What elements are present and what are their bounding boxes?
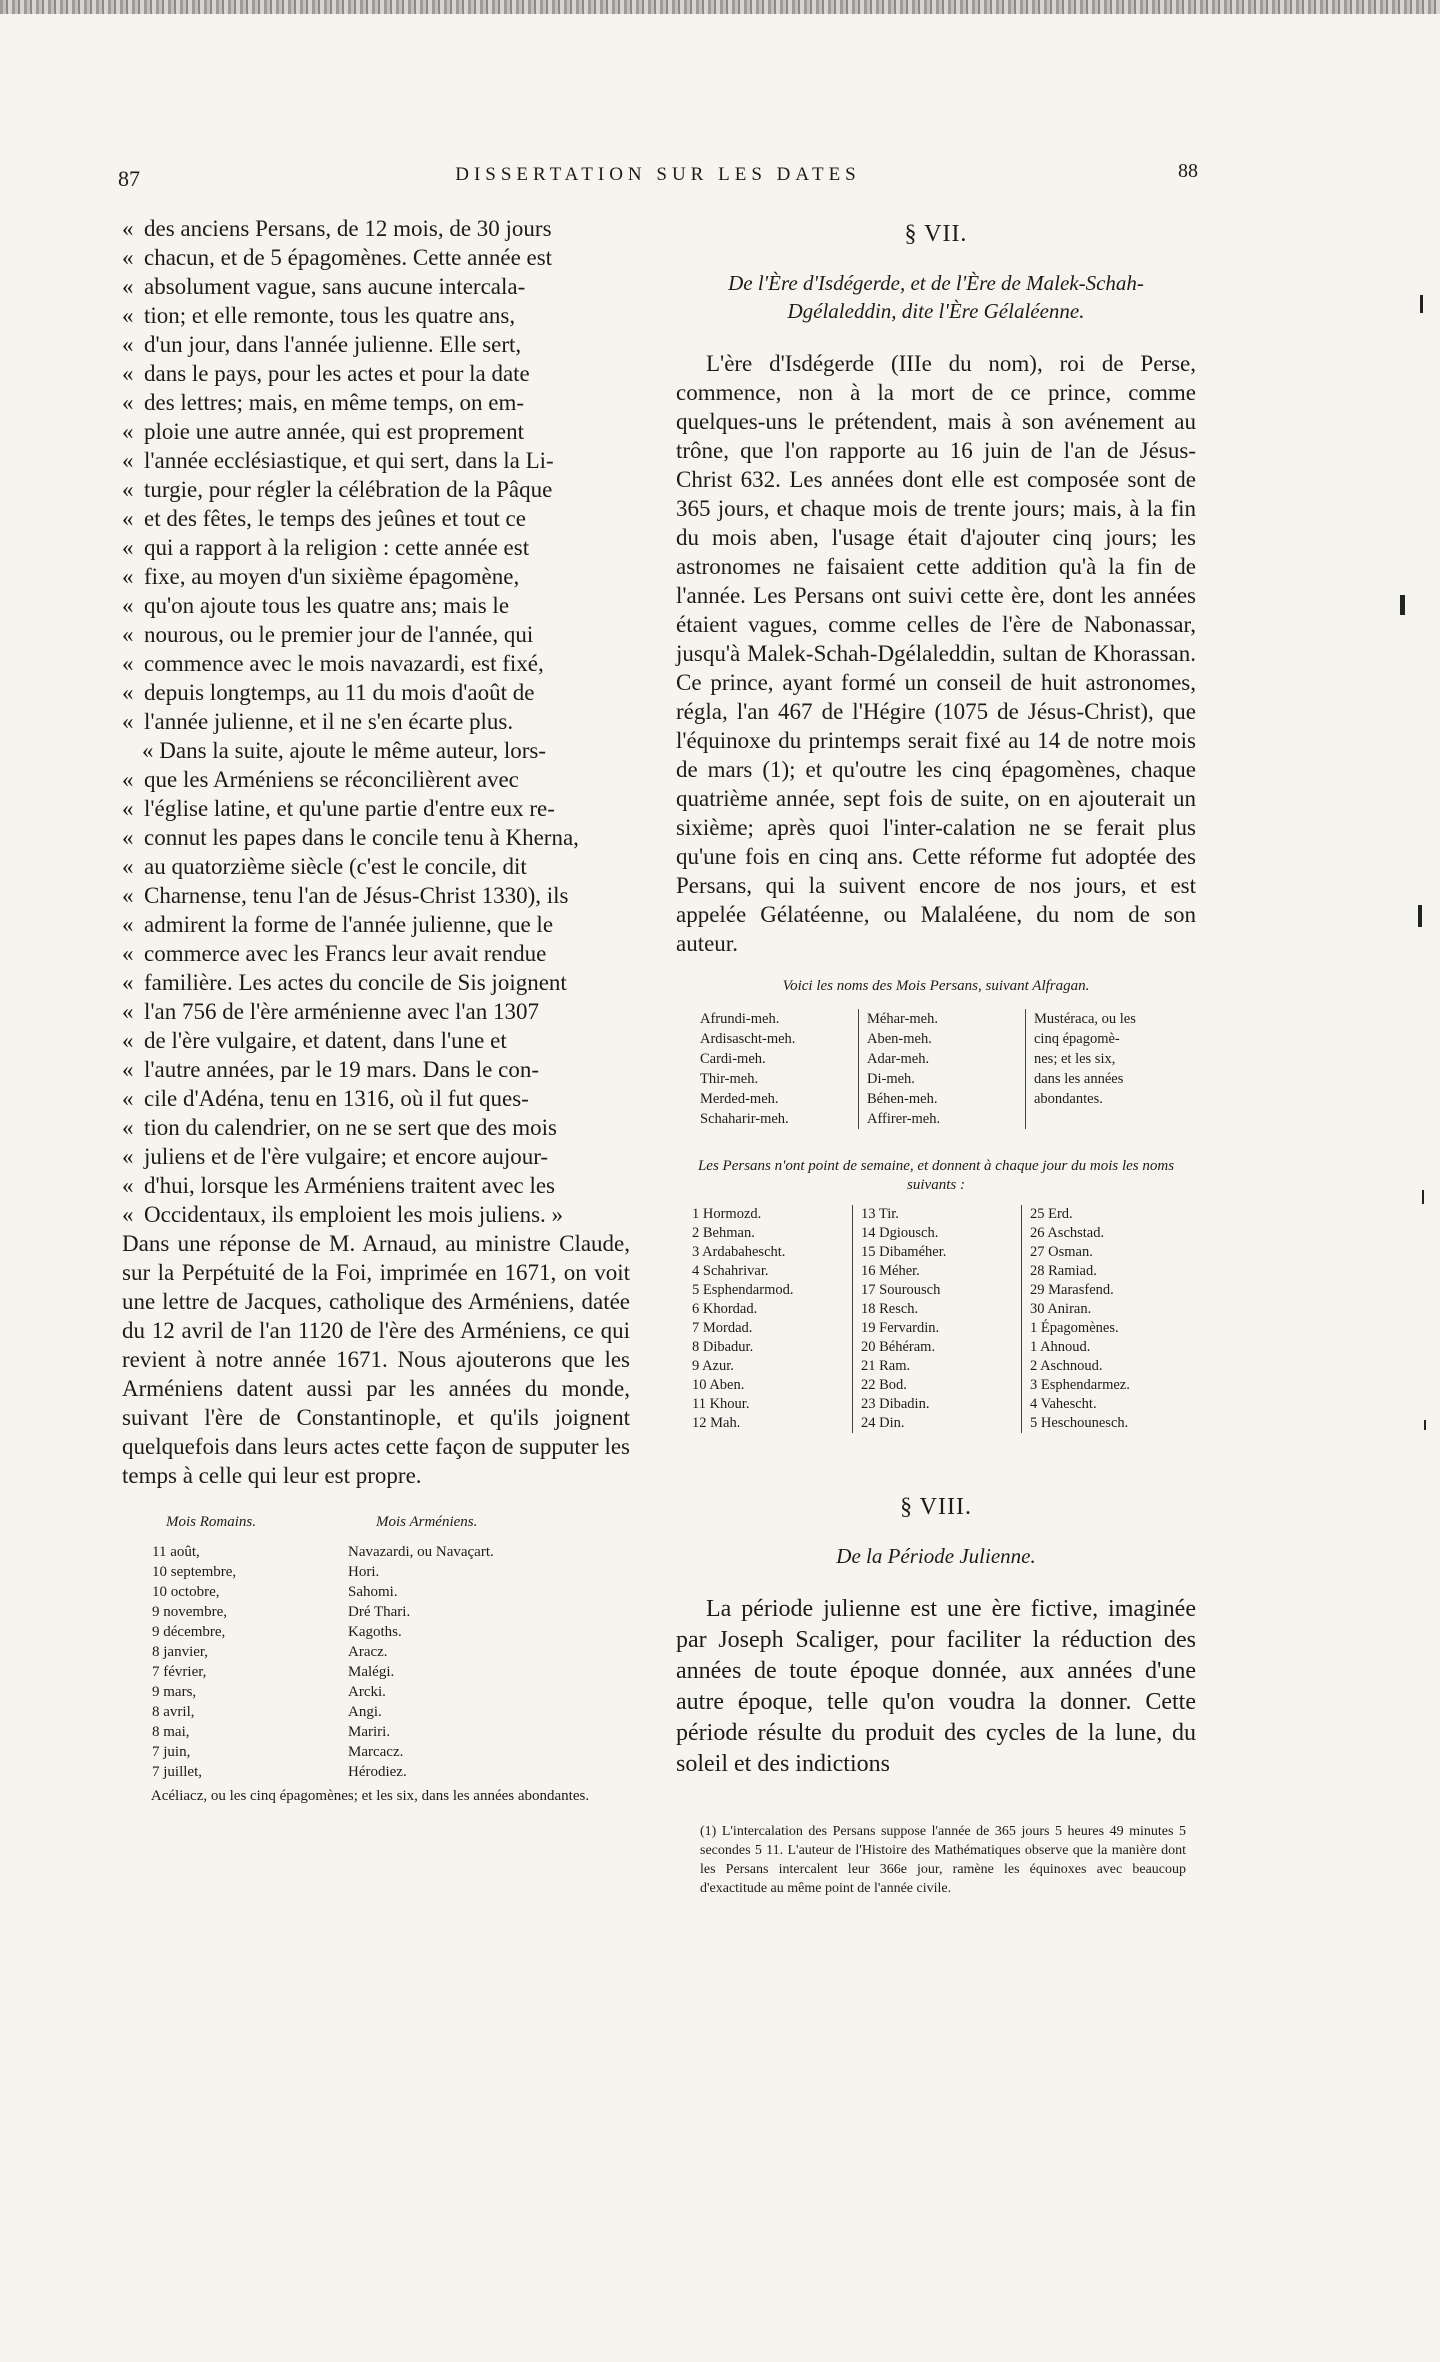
day-name: 4 Vahescht. [1030,1396,1097,1412]
quote-line: « l'autre années, par le 19 mars. Dans le con- [122,1055,630,1084]
scan-margin-marks [1380,0,1440,2362]
month-note-line: dans les années [1034,1071,1124,1087]
day-name: 27 Osman. [1030,1244,1093,1260]
day-name: 5 Heschounesch. [1030,1415,1129,1431]
persian-months-caption: Voici les noms des Mois Persans, suivant Alfragan. [782,978,1090,994]
day-name: 29 Marasfend. [1030,1282,1114,1298]
roman-month-cell: 11 août, [152,1544,200,1560]
quote-line: « l'église latine, et qu'une partie d'entre eux re- [122,794,630,823]
quote-line: « l'an 756 de l'ère arménienne avec l'an 1307 [122,997,630,1026]
day-name: 26 Aschstad. [1030,1225,1105,1241]
arnaud-paragraph: Dans une réponse de M. Arnaud, au ministre Claude, sur la Perpétuité de la Foi, imprimée en 1671, on voit une lettre de Jacques, catholique des Arméniens, datée du 12 avril de l'an 1120 de l'ère des Arméniens, ce qui revient à notre année 1671. Nous ajouterons que les Arméniens datent aussi par les années du monde, suivant l'ère de Constantinople, et qu'ils joignent quelquefois dans leurs actes cette façon de supputer les temps à celle qui leur est propre. [122,1231,630,1488]
day-name: 8 Dibadur. [692,1339,754,1355]
persian-months-table [692,1009,1186,1129]
armenian-month-cell: Aracz. [348,1644,388,1660]
months-column-1 [692,1009,858,1129]
quote-block-2 [122,765,630,1229]
day-name: 30 Aniran. [1030,1301,1092,1317]
persian-days-caption: Les Persans n'ont point de semaine, et donnent à chaque jour du mois les noms suivants : [697,1158,1175,1193]
table-row [140,1642,630,1662]
day-name: 22 Bod. [861,1377,907,1393]
quote-line: « au quatorzième siècle (c'est le concile, dit [122,852,630,881]
quote-line: « absolument vague, sans aucune intercala- [122,272,630,301]
quote-line: « Charnense, tenu l'an de Jésus-Christ 1330), ils [122,881,630,910]
table-row [140,1582,630,1602]
roman-month-cell: 8 avril, [152,1704,195,1720]
month-name: Afrundi-meh. [700,1011,780,1027]
quote-line: « turgie, pour régler la célébration de la Pâque [122,475,630,504]
day-name: 10 Aben. [692,1377,745,1393]
scan-top-edge [0,0,1440,14]
left-column [122,214,630,1806]
table-row [140,1762,630,1782]
quote-line: « de l'ère vulgaire, et datent, dans l'une et [122,1026,630,1055]
quote-line: « qu'on ajoute tous les quatre ans; mais le [122,591,630,620]
day-name: 18 Resch. [861,1301,919,1317]
day-name: 15 Dibaméher. [861,1244,947,1260]
days-column-3 [1021,1205,1190,1433]
roman-month-cell: 10 octobre, [152,1584,220,1600]
table-row [140,1742,630,1762]
month-name: Ardisascht-meh. [700,1031,796,1047]
table-row [140,1562,630,1582]
quote-line: « Occidentaux, ils emploient les mois juliens. » [122,1200,630,1229]
quote-2-opening: « Dans la suite, ajoute le même auteur, lors- [142,738,547,763]
day-name: 21 Ram. [861,1358,911,1374]
month-name: Adar-meh. [867,1051,930,1067]
month-name: Di-meh. [867,1071,915,1087]
quote-line: « que les Arméniens se réconcilièrent avec [122,765,630,794]
quote-line: « depuis longtemps, au 11 du mois d'août de [122,678,630,707]
page-title: DISSERTATION SUR LES DATES [455,164,861,185]
day-name: 1 Ahnoud. [1030,1339,1091,1355]
day-name: 3 Ardabahescht. [692,1244,786,1260]
quote-line: « chacun, et de 5 épagomènes. Cette année est [122,243,630,272]
day-name: 2 Aschnoud. [1030,1358,1103,1374]
month-name: Affirer-meh. [867,1111,941,1127]
roman-month-cell: 9 novembre, [152,1604,227,1620]
days-column-1 [692,1205,852,1433]
month-note-line: cinq épagomè- [1034,1031,1120,1047]
day-name: 6 Khordad. [692,1301,758,1317]
roman-month-cell: 8 mai, [152,1724,190,1740]
table-row [140,1622,630,1642]
section-8-title: De la Période Julienne. [836,1544,1036,1568]
day-name: 17 Sourousch [861,1282,941,1298]
roman-month-cell: 9 mars, [152,1684,197,1700]
day-name: 25 Erd. [1030,1206,1073,1222]
day-name: 11 Khour. [692,1396,750,1412]
quote-line: « commence avec le mois navazardi, est fixé, [122,649,630,678]
month-name: Schaharir-meh. [700,1111,789,1127]
armenian-month-cell: Sahomi. [348,1584,398,1600]
armenian-month-cell: Malégi. [348,1664,395,1680]
right-column [676,214,1196,1898]
roman-month-cell: 8 janvier, [152,1644,209,1660]
footnote: (1) L'intercalation des Persans suppose l'année de 365 jours 5 heures 49 minutes 5 secondes 5 11. L'auteur de l'Histoire des Mathématiques observe que la manière dont les Persans intercalent leur 366e jour, ramène les équinoxes avec beaucoup d'exactitude au même point de l'année civile. [700,1824,1186,1896]
quote-line: « admirent la forme de l'année julienne, que le [122,910,630,939]
quote-line: « qui a rapport à la religion : cette année est [122,533,630,562]
section-7-number: § VII. [904,221,968,247]
quote-line: « familière. Les actes du concile de Sis joignent [122,968,630,997]
quote-line: « commerce avec les Francs leur avait rendue [122,939,630,968]
armenian-month-cell: Arcki. [348,1684,386,1700]
day-name: 1 Hormozd. [692,1206,762,1222]
page-number-right: 88 [1178,160,1198,182]
month-note-line: Mustéraca, ou les [1034,1011,1136,1027]
roman-month-cell: 9 décembre, [152,1624,226,1640]
day-name: 2 Behman. [692,1225,755,1241]
day-name: 9 Azur. [692,1358,734,1374]
armenian-month-cell: Mariri. [348,1724,391,1740]
day-name: 24 Din. [861,1415,905,1431]
armenian-months-heading: Mois Arméniens. [376,1514,478,1530]
day-name: 13 Tir. [861,1206,899,1222]
section-7-title: De l'Ère d'Isdégerde, et de l'Ère de Malek-Schah-Dgélaleddin, dite l'Ère Gélaléenne. [728,271,1144,323]
table-row [140,1602,630,1622]
day-name: 19 Fervardin. [861,1320,940,1336]
day-name: 20 Béhéram. [861,1339,936,1355]
quote-line: « tion du calendrier, on ne se sert que des mois [122,1113,630,1142]
month-name: Thir-meh. [700,1071,759,1087]
day-name: 28 Ramiad. [1030,1263,1097,1279]
day-name: 12 Mah. [692,1415,741,1431]
table-header [140,1512,630,1532]
month-name: Aben-meh. [867,1031,932,1047]
roman-armenian-months-table [122,1512,630,1806]
page-number-left: 87 [118,166,140,191]
quote-block-1 [122,214,630,736]
quote-line: « l'année julienne, et il ne s'en écarte plus. [122,707,630,736]
armenian-month-cell: Hérodiez. [348,1764,407,1780]
months-column-2 [858,1009,1025,1129]
table-body [140,1542,630,1782]
quote-line: « l'année ecclésiastique, et qui sert, dans la Li- [122,446,630,475]
day-name: 23 Dibadin. [861,1396,930,1412]
quote-line: « tion; et elle remonte, tous les quatre ans, [122,301,630,330]
day-name: 4 Schahrivar. [692,1263,769,1279]
persian-days-table [692,1205,1190,1433]
armenian-month-cell: Dré Thari. [348,1604,411,1620]
armenian-month-cell: Angi. [348,1704,382,1720]
table-row [140,1542,630,1562]
roman-month-cell: 7 juin, [152,1744,191,1760]
day-name: 16 Méher. [861,1263,920,1279]
day-name: 1 Épagomènes. [1030,1320,1119,1336]
table-note: Acéliacz, ou les cinq épagomènes; et les six, dans les années abondantes. [150,1788,590,1804]
roman-month-cell: 7 juillet, [152,1764,202,1780]
armenian-month-cell: Navazardi, ou Navaçart. [348,1544,494,1560]
quote-line: « d'un jour, dans l'année julienne. Elle sert, [122,330,630,359]
table-row [140,1662,630,1682]
armenian-month-cell: Hori. [348,1564,380,1580]
isdegerde-paragraph: L'ère d'Isdégerde (IIIe du nom), roi de Perse, commence, non à la mort de ce prince, comme quelques-uns le prétendent, mais à son avénement au trône, que l'on rapporte au 16 juin de l'an de Jésus-Christ 632. Les années dont elle est composée sont de 365 jours, et chaque mois de trente jours; mais, à la fin du mois aben, l'usage était d'ajouter cinq jours; les astronomes ne faisaient cette addition qu'à la fin de l'année. Les Persans ont suivi cette ère, dont les années étaient vagues, comme celles de l'ère de Nabonassar, jusqu'à Malek-Schah-Dgélaleddin, sultan de Khorassan. Ce prince, ayant formé un conseil de huit astronomes, régla, l'an 467 de l'Hégire (1075 de Jésus-Christ), que l'équinoxe du printemps serait fixé au 14 de notre mois de mars (1); et qu'outre les cinq épagomènes, chaque quatrième année, sept fois de suite, on en ajouterait un sixième; après quoi l'inter-calation ne se ferait plus qu'une fois en cinq ans. Cette réforme fut adoptée des Persans, qui la suivent encore de nos jours, et est appelée Gélatéenne, ou Malaléene, du nom de son auteur. [676,351,1196,956]
roman-month-cell: 10 septembre, [152,1564,237,1580]
quote-line: « d'hui, lorsque les Arméniens traitent avec les [122,1171,630,1200]
quote-line: « cile d'Adéna, tenu en 1316, où il fut ques- [122,1084,630,1113]
table-row [140,1682,630,1702]
day-name: 5 Esphendarmod. [692,1282,794,1298]
month-note-line: nes; et les six, [1034,1051,1116,1067]
month-name: Béhen-meh. [867,1091,938,1107]
month-note-line: abondantes. [1034,1091,1103,1107]
roman-months-heading: Mois Romains. [166,1514,256,1530]
day-name: 3 Esphendarmez. [1030,1377,1130,1393]
days-column-2 [852,1205,1021,1433]
month-name: Cardi-meh. [700,1051,766,1067]
months-column-3 [1025,1009,1162,1129]
table-row [140,1722,630,1742]
month-name: Méhar-meh. [867,1011,938,1027]
quote-line: « et des fêtes, le temps des jeûnes et tout ce [122,504,630,533]
quote-line: « des anciens Persans, de 12 mois, de 30 jours [122,214,630,243]
quote-line: « ploie une autre année, qui est proprement [122,417,630,446]
table-row [140,1702,630,1722]
quote-line: « nourous, ou le premier jour de l'année, qui [122,620,630,649]
quote-line: « fixe, au moyen d'un sixième épagomène, [122,562,630,591]
day-name: 14 Dgiousch. [861,1225,939,1241]
armenian-month-cell: Marcacz. [348,1744,404,1760]
section-8-number: § VIII. [900,1494,972,1520]
julian-period-paragraph: La période julienne est une ère fictive, imaginée par Joseph Scaliger, pour faciliter la réduction des années de toute époque donnée, aux années d'une autre époque, telle qu'on voudra la donner. Cette période résulte du produit des cycles de la lune, du soleil et des indictions [676,1596,1196,1777]
quote-line: « dans le pays, pour les actes et pour la date [122,359,630,388]
day-name: 7 Mordad. [692,1320,753,1336]
roman-month-cell: 7 février, [152,1664,207,1680]
running-header [118,160,1198,200]
armenian-month-cell: Kagoths. [348,1624,402,1640]
quote-line: « juliens et de l'ère vulgaire; et encore aujour- [122,1142,630,1171]
quote-line: « connut les papes dans le concile tenu à Kherna, [122,823,630,852]
month-name: Merded-meh. [700,1091,779,1107]
quote-line: « des lettres; mais, en même temps, on em- [122,388,630,417]
